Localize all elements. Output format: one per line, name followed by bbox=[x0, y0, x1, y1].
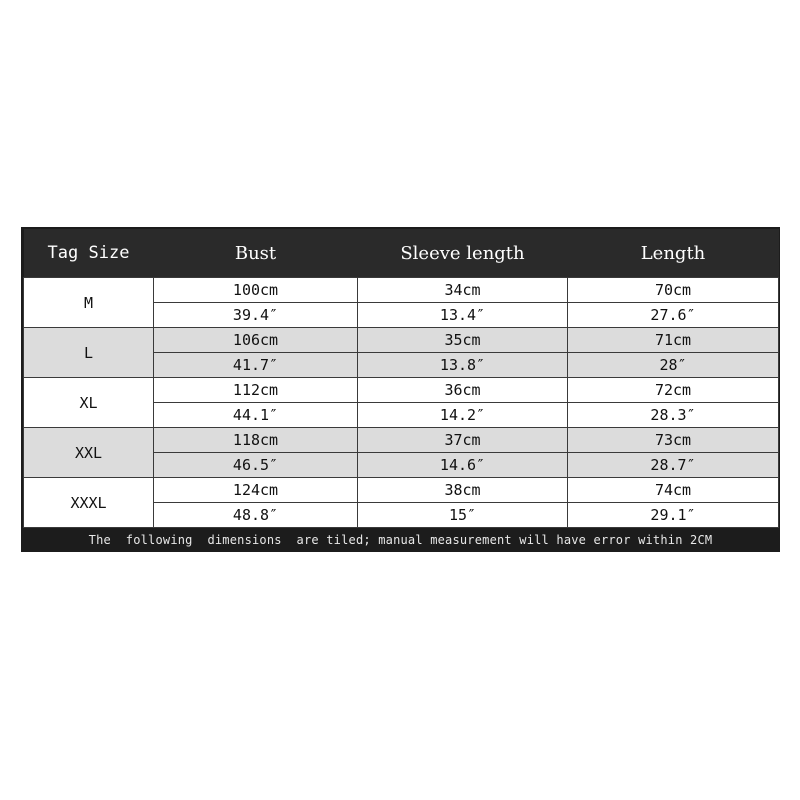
sleeve-in: 15″ bbox=[358, 503, 568, 528]
header-sleeve-length: Sleeve length bbox=[358, 229, 568, 278]
length-in: 29.1″ bbox=[568, 503, 779, 528]
bust-in: 41.7″ bbox=[154, 353, 358, 378]
table-row bbox=[24, 328, 779, 353]
sleeve-in: 13.8″ bbox=[358, 353, 568, 378]
bust-cm: 106cm bbox=[154, 328, 358, 353]
table-row bbox=[24, 378, 779, 403]
length-in: 28.3″ bbox=[568, 403, 779, 428]
size-label: XL bbox=[24, 378, 154, 428]
sleeve-cm: 38cm bbox=[358, 478, 568, 503]
size-table bbox=[23, 229, 779, 528]
length-in: 28″ bbox=[568, 353, 779, 378]
size-label: XXXL bbox=[24, 478, 154, 528]
sleeve-cm: 37cm bbox=[358, 428, 568, 453]
length-cm: 71cm bbox=[568, 328, 779, 353]
sleeve-cm: 36cm bbox=[358, 378, 568, 403]
bust-cm: 112cm bbox=[154, 378, 358, 403]
bust-cm: 124cm bbox=[154, 478, 358, 503]
sleeve-in: 14.2″ bbox=[358, 403, 568, 428]
size-label: M bbox=[24, 278, 154, 328]
bust-in: 39.4″ bbox=[154, 303, 358, 328]
length-cm: 73cm bbox=[568, 428, 779, 453]
length-cm: 74cm bbox=[568, 478, 779, 503]
table-row bbox=[24, 278, 779, 303]
size-label: L bbox=[24, 328, 154, 378]
size-chart bbox=[21, 227, 780, 552]
table-row bbox=[24, 428, 779, 453]
sleeve-cm: 34cm bbox=[358, 278, 568, 303]
bust-in: 48.8″ bbox=[154, 503, 358, 528]
length-in: 28.7″ bbox=[568, 453, 779, 478]
length-cm: 70cm bbox=[568, 278, 779, 303]
length-in: 27.6″ bbox=[568, 303, 779, 328]
table-row bbox=[24, 478, 779, 503]
measurement-note: The following dimensions are tiled; manual measurement will have error within 2CM bbox=[23, 528, 778, 552]
header-row bbox=[24, 229, 779, 278]
size-label: XXL bbox=[24, 428, 154, 478]
header-length: Length bbox=[568, 229, 779, 278]
length-cm: 72cm bbox=[568, 378, 779, 403]
bust-cm: 100cm bbox=[154, 278, 358, 303]
sleeve-cm: 35cm bbox=[358, 328, 568, 353]
bust-in: 46.5″ bbox=[154, 453, 358, 478]
header-tag-size: Tag Size bbox=[24, 229, 154, 278]
sleeve-in: 14.6″ bbox=[358, 453, 568, 478]
bust-in: 44.1″ bbox=[154, 403, 358, 428]
sleeve-in: 13.4″ bbox=[358, 303, 568, 328]
bust-cm: 118cm bbox=[154, 428, 358, 453]
header-bust: Bust bbox=[154, 229, 358, 278]
